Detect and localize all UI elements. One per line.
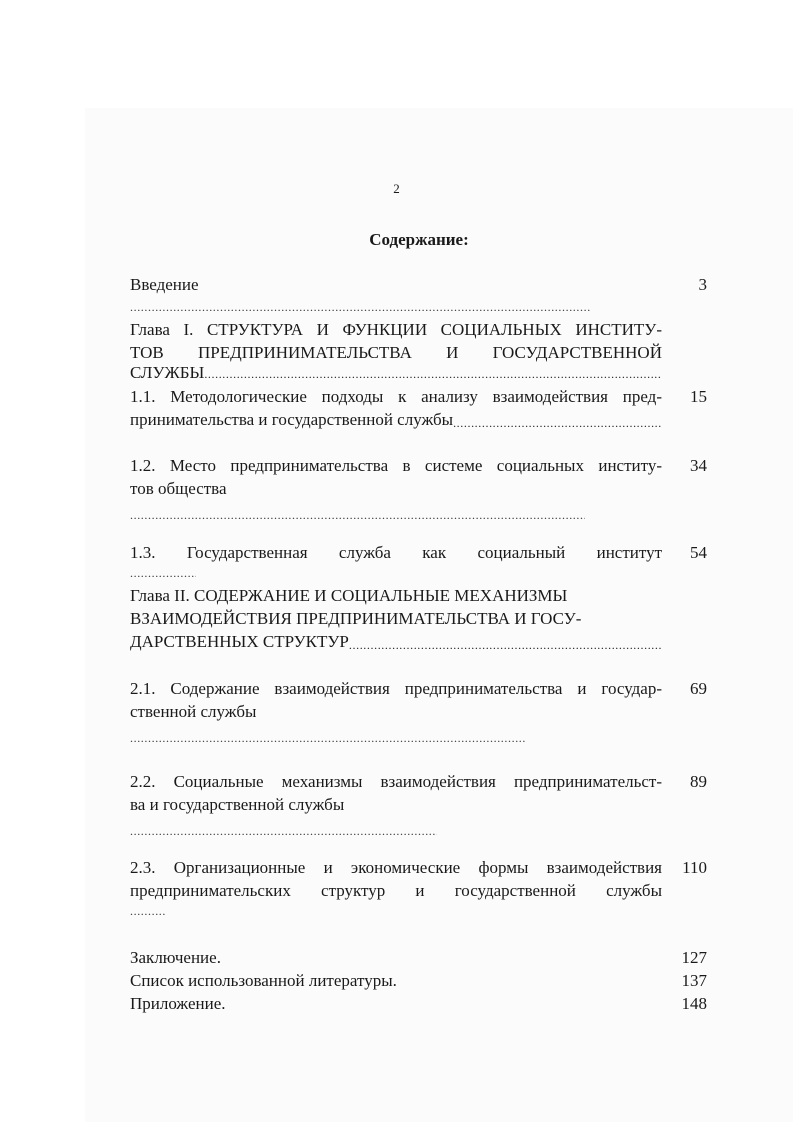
toc-entry-chapter-1[interactable] [130,318,662,382]
toc-entry-appendix[interactable] [130,992,662,1015]
dot-leader [349,637,662,653]
toc-entry-2-3[interactable] [130,856,662,918]
toc-page-1-2: 34 [690,456,707,475]
toc-entry-text: Заключение. [130,948,221,967]
toc-entry-line: ДАРСТВЕННЫХ СТРУКТУР [130,632,349,651]
dot-leader [453,415,662,431]
dot-leader [204,366,662,382]
toc-entry-line: принимательства и государственной службы [130,410,454,429]
toc-page-references: 137 [681,971,707,990]
toc-page-intro: 3 [698,275,707,294]
toc-entry-line: СЛУЖБЫ [130,363,205,382]
toc-entry-line: 1.1. Методологические подходы к анализу взаимодействия пред- [130,387,662,406]
toc-page-1-1: 15 [690,387,707,406]
toc-entry-line: 2.2. Социальные механизмы взаимодействия предпринимательст- [130,772,662,791]
toc-entry-text: Приложение. [130,994,226,1013]
toc-entry-conclusion[interactable] [130,946,662,969]
toc-title: Содержание: [369,230,469,249]
toc-page-appendix: 148 [681,994,707,1013]
toc-entry-line: ва и государственной службы [130,795,345,814]
toc-entry-line: ственной службы [130,702,257,721]
toc-entry-1-1[interactable] [130,385,662,431]
toc-page-2-1: 69 [690,679,707,698]
page-number: 2 [393,181,400,196]
toc-entry-line: ВЗАИМОДЕЙСТВИЯ ПРЕДПРИНИМАТЕЛЬСТВА И ГОСУ- [130,609,582,628]
toc-entry-line: 2.1. Содержание взаимодействия предпринимательства и государ- [130,679,662,698]
toc-entry-2-1[interactable] [130,677,662,745]
toc-entry-text: Список использованной литературы. [130,971,397,990]
toc-entry-2-2[interactable] [130,770,662,838]
toc-entry-line: 1.2. Место предпринимательства в системе социальных институ- [130,456,662,475]
toc-entry-line: Глава I. СТРУКТУРА И ФУНКЦИИ СОЦИАЛЬНЫХ ИНСТИТУ- [130,320,662,339]
toc-entry-chapter-2[interactable] [130,584,662,653]
toc-entry-line: 1.3. Государственная служба как социальный институт [130,543,662,562]
dot-leader [130,300,590,314]
dot-leader [130,508,585,522]
toc-entry-line: предпринимательских структур и государственной службы [130,881,662,900]
toc-page-conclusion: 127 [681,948,707,967]
toc-page-2-3: 110 [682,858,707,877]
toc-entry-text: Введение [130,275,199,294]
dot-leader [130,731,525,745]
dot-leader [130,566,196,580]
toc-entry-line: 2.3. Организационные и экономические формы взаимодействия [130,858,662,877]
toc-entry-1-3[interactable] [130,541,662,580]
dot-leader [130,904,166,918]
toc-entry-intro[interactable] [130,273,662,314]
toc-page-2-2: 89 [690,772,707,791]
toc-entry-line: Глава II. СОДЕРЖАНИЕ И СОЦИАЛЬНЫЕ МЕХАНИЗМЫ [130,586,568,605]
dot-leader [130,824,437,838]
toc-entry-1-2[interactable] [130,454,662,522]
toc-entry-line: ТОВ ПРЕДПРИНИМАТЕЛЬСТВА И ГОСУДАРСТВЕННОЙ [130,343,662,362]
toc-entry-references[interactable] [130,969,662,992]
toc-page-1-3: 54 [690,543,707,562]
toc-entry-line: тов общества [130,479,227,498]
